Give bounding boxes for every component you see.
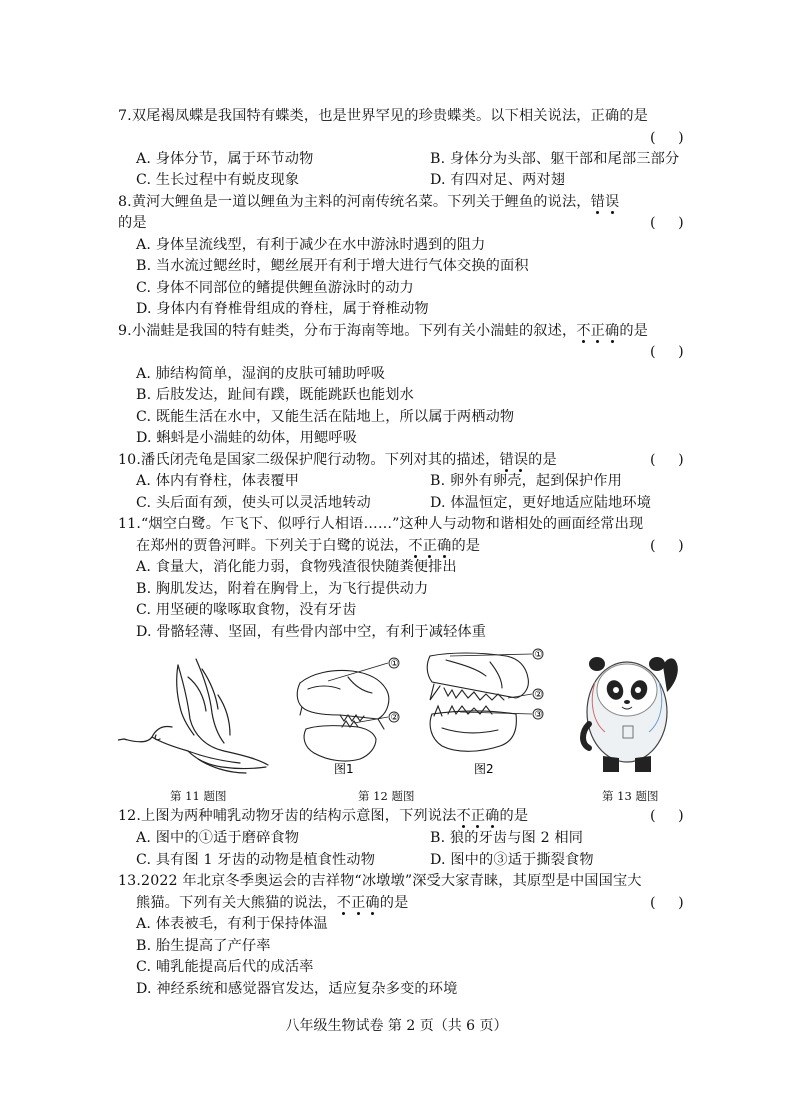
emphasis-char: 不 [336, 895, 352, 911]
emphasis-char: 正 [590, 323, 605, 339]
emphasis-char: 确 [437, 538, 452, 554]
q7-stem: 7.双尾褐凤蝶是我国特有蝶类，也是世界罕见的珍贵蝶类。以下相关说法，正确的是 [118, 108, 648, 124]
caption-q13: 第 13 题图 [602, 789, 659, 803]
q11-option-c: C. 用坚硬的喙啄取食物，没有牙齿 [136, 602, 357, 618]
q7-option-d: D. 有四对足、两对翅 [430, 172, 566, 188]
q8-option-c: C. 身体不同部位的鳍提供鲤鱼游泳时的动力 [136, 280, 414, 296]
q11-stem: 11.“烟空白鹭。乍飞下、似呼行人相语……”这种人与动物和谐相处的画面经常出现 [118, 516, 644, 532]
q9-stem-end: 的是 [619, 323, 649, 339]
fig2-marker-3: ③ [534, 710, 543, 720]
emphasis-char: 确 [485, 808, 500, 824]
q10-option-a: A. 体内有脊柱，体表覆甲 [136, 473, 300, 489]
emphasis-char: 确 [365, 895, 380, 911]
q10-stem-end: 的是 [528, 452, 557, 468]
q9-option-a: A. 肺结构简单，湿润的皮肤可辅助呼吸 [136, 366, 386, 382]
q9-stem-text: 9.小湍蛙是我国的特有蛙类，分布于海南等地。下列有关小湍蛙的叙述， [118, 323, 577, 339]
q9-answer-paren: ( ) [650, 344, 684, 360]
q7-answer-paren: ( ) [650, 130, 684, 146]
emphasis-char: 不 [456, 808, 471, 824]
q12-option-c: C. 具有图 1 牙齿的动物是植食性动物 [136, 852, 376, 868]
q8-stem-text: 8.黄河大鲤鱼是一道以鲤鱼为主料的河南传统名菜。下列关于鲤鱼的说法， [118, 194, 591, 210]
q13-stem-end: 的是 [379, 895, 409, 911]
q11-stem-cont [136, 536, 480, 556]
q8-option-d: D. 身体内有脊椎骨组成的脊柱，属于脊椎动物 [136, 301, 429, 317]
q10-stem [118, 450, 557, 470]
emphasis-char: 不 [576, 323, 591, 339]
q9-option-d: D. 蝌蚪是小湍蛙的幼体，用鳃呼吸 [136, 430, 358, 446]
q10-answer-paren: ( ) [650, 452, 684, 468]
fig1-marker-1: ① [390, 659, 399, 669]
emphasis-char: 正 [422, 538, 438, 554]
q8-answer-paren: ( ) [650, 215, 684, 231]
figure2-skull-diagram [420, 648, 560, 780]
q13-option-a: A. 体表被毛，有利于保持体温 [136, 916, 328, 932]
q8-option-a: A. 身体呈流线型，有利于减少在水中游泳时遇到的阻力 [136, 237, 486, 253]
q12-option-d: D. 图中的③适于撕裂食物 [430, 852, 594, 868]
q7-option-a: A. 身体分节，属于环节动物 [136, 151, 314, 167]
caption-q11: 第 11 题图 [170, 789, 227, 803]
emphasis-char: 正 [351, 895, 366, 911]
q13-answer-paren: ( ) [650, 895, 684, 911]
q8-emphasis [591, 194, 620, 210]
q8-stem-cont: 的是 [118, 215, 147, 231]
q12-answer-paren: ( ) [650, 808, 684, 824]
q8-stem [118, 192, 619, 212]
q11-option-a: A. 食量大，消化能力弱，食物残渣很快随粪便排出 [136, 559, 457, 575]
q11-emphasis [408, 538, 451, 554]
q11-stem-text: 在郑州的贾鲁河畔。下列关于白鹭的说法， [136, 538, 409, 554]
q12-stem [118, 806, 528, 826]
q11-answer-paren: ( ) [650, 538, 684, 554]
q9-option-b: B. 后肢发达，趾间有蹼，既能跳跃也能划水 [136, 387, 414, 403]
q7-option-b: B. 身体分为头部、躯干部和尾部三部分 [430, 151, 680, 167]
q10-option-c: C. 头后面有颈，使头可以灵活地转动 [136, 495, 371, 511]
q10-option-b: B. 卵外有卵壳，起到保护作用 [430, 473, 622, 489]
q11-option-b: B. 胸肌发达，附着在胸骨上，为飞行提供动力 [136, 581, 429, 597]
q10-stem-text: 10.潘氏闭壳龟是国家二级保护爬行动物。下列对其的描述， [118, 452, 500, 468]
emphasis-char: 正 [470, 808, 486, 824]
emphasis-char: 错 [590, 194, 605, 210]
q12-stem-text: 12.上图为两种哺乳动物牙齿的结构示意图，下列说法 [118, 808, 457, 824]
q9-emphasis [576, 323, 619, 339]
q12-option-b: B. 狼的牙齿与图 2 相同 [430, 830, 584, 846]
q12-option-a: A. 图中的①适于磨碎食物 [136, 830, 300, 846]
q13-stem-cont [136, 893, 408, 913]
q9-option-c: C. 既能生活在水中，又能生活在陆地上，所以属于两栖动物 [136, 409, 515, 425]
q10-option-d: D. 体温恒定，更好地适应陆地环境 [430, 495, 652, 511]
q13-stem-text: 熊猫。下列有关大熊猫的说法， [136, 895, 337, 911]
figure1-skull-diagram [288, 655, 410, 780]
q13-option-b: B. 胎生提高了产仔率 [136, 938, 271, 954]
figure2-label: 图2 [474, 762, 494, 776]
q8-option-b: B. 当水流过鳃丝时，鳃丝展开有利于增大进行气体交换的面积 [136, 258, 529, 274]
q7-option-c: C. 生长过程中有蜕皮现象 [136, 172, 300, 188]
q12-emphasis [456, 808, 499, 824]
figure1-label: 图1 [334, 762, 354, 776]
q13-emphasis [337, 895, 380, 911]
emphasis-char: 确 [605, 323, 620, 339]
fig2-marker-1: ① [534, 650, 543, 660]
fig1-marker-2: ② [390, 713, 399, 723]
emphasis-char: 错 [499, 452, 514, 468]
egret-illustration [118, 655, 270, 780]
page-footer: 八年级生物试卷 第 2 页（共 6 页） [285, 1018, 508, 1034]
bing-dwen-dwen-illustration [575, 652, 685, 780]
q11-option-d: D. 骨骼轻薄、坚固，有些骨内部中空，有利于减轻体重 [136, 624, 487, 640]
q10-emphasis [499, 452, 528, 468]
q13-option-c: C. 哺乳能提高后代的成活率 [136, 959, 314, 975]
emphasis-char: 不 [408, 538, 423, 554]
q13-stem: 13.2022 年北京冬季奥运会的吉祥物“冰墩墩”深受大家青睐，其原型是中国国宝大 [118, 873, 642, 889]
q13-option-d: D. 神经系统和感觉器官发达，适应复杂多变的环境 [136, 981, 458, 997]
fig2-marker-2: ② [534, 690, 543, 700]
q12-stem-end: 的是 [499, 808, 529, 824]
caption-q12: 第 12 题图 [358, 789, 415, 803]
q9-stem [118, 321, 648, 341]
q11-stem-end: 的是 [451, 538, 481, 554]
emphasis-char: 误 [513, 452, 529, 468]
emphasis-char: 误 [604, 194, 620, 210]
